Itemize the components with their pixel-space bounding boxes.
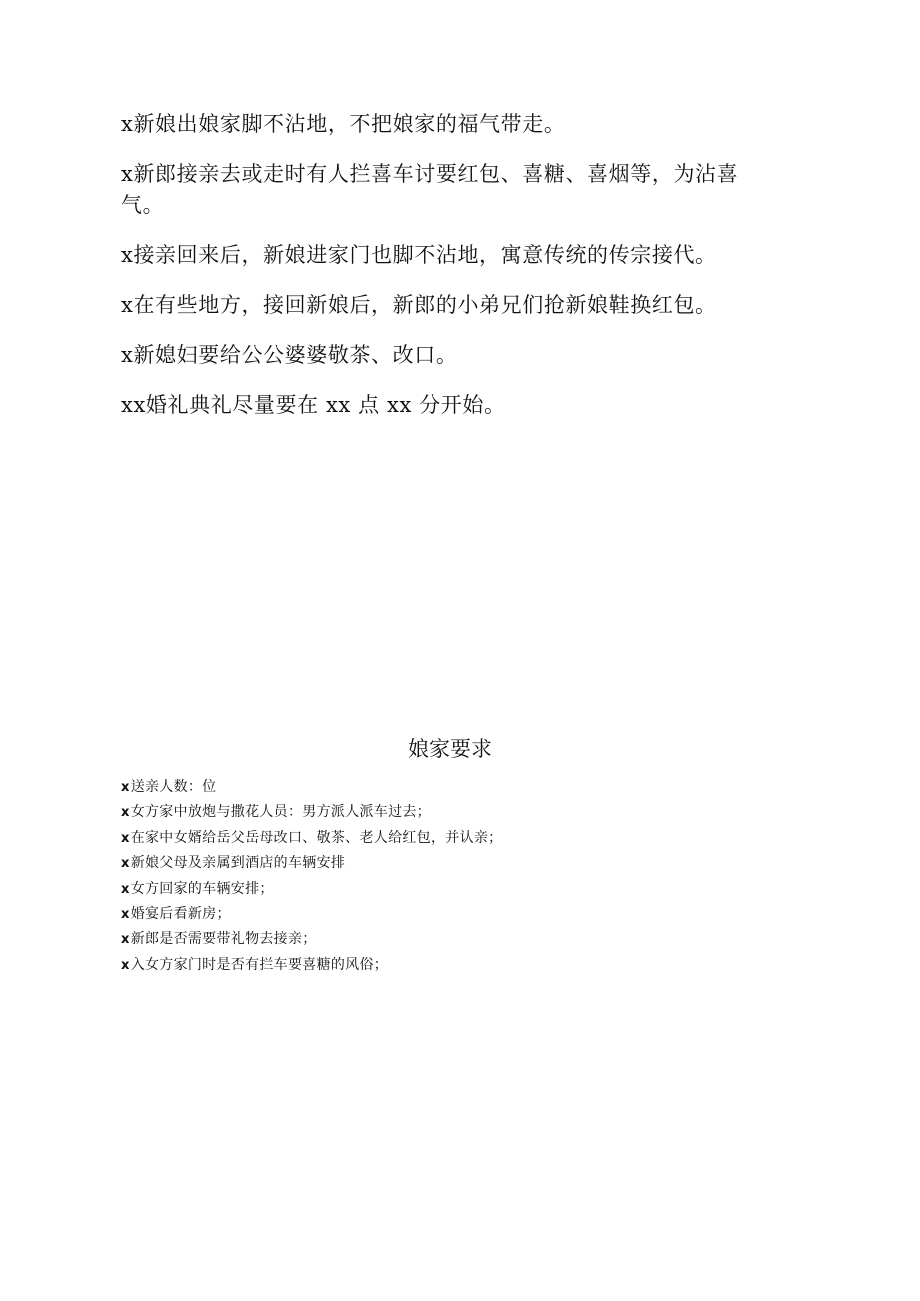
custom-paragraph	[121, 159, 761, 221]
item-text: 婚宴后看新房；	[130, 906, 231, 923]
item-marker: x	[121, 881, 130, 897]
list-item	[121, 927, 503, 952]
list-item	[121, 953, 503, 978]
item-text: 新郎是否需要带礼物去接亲；	[130, 931, 317, 948]
wedding-customs-section	[121, 109, 761, 440]
custom-paragraph	[121, 390, 761, 421]
item-text: 送亲人数：位	[130, 779, 217, 795]
custom-marker: x	[121, 162, 134, 186]
requirements-list	[121, 775, 503, 978]
custom-text: 婚礼典礼尽量要在 xx 点 xx 分开始。	[145, 393, 506, 417]
item-marker: x	[121, 932, 130, 948]
custom-paragraph	[121, 290, 761, 321]
item-marker: x	[121, 856, 130, 872]
list-item	[121, 851, 503, 876]
custom-text: 新媳妇要给公公婆婆敬茶、改口。	[133, 343, 458, 367]
list-item	[121, 902, 503, 927]
custom-text: 在有些地方，接回新娘后，新郎的小弟兄们抢新娘鞋换红包。	[133, 293, 717, 317]
item-text: 入女方家门时是否有拦车要喜糖的风俗；	[130, 956, 389, 973]
item-marker: x	[121, 957, 130, 973]
custom-marker: x	[121, 343, 134, 367]
custom-marker: x	[121, 112, 134, 136]
item-text: 女方回家的车辆安排；	[130, 880, 274, 897]
custom-text: 新娘出娘家脚不沾地，不把娘家的福气带走。	[133, 112, 566, 136]
list-item	[121, 877, 503, 902]
item-marker: x	[121, 830, 130, 846]
item-text: 新娘父母及亲属到酒店的车辆安排	[130, 855, 346, 872]
custom-paragraph	[121, 109, 761, 140]
list-item	[121, 775, 503, 800]
item-text: 在家中女婿给岳父岳母改口、敬茶、老人给红包，并认亲；	[130, 829, 503, 846]
item-marker: x	[121, 780, 130, 795]
custom-marker: x	[121, 243, 134, 267]
custom-paragraph	[121, 340, 761, 371]
custom-text: 新郎接亲去或走时有人拦喜车讨要红包、喜糖、喜烟等，为沾喜气。	[121, 162, 739, 217]
item-text: 女方家中放炮与撒花人员：男方派人派车过去；	[130, 804, 431, 821]
item-marker: x	[121, 907, 130, 923]
list-item	[121, 800, 503, 825]
custom-text: 接亲回来后，新娘进家门也脚不沾地，寓意传统的传宗接代。	[133, 243, 717, 267]
custom-marker: x	[121, 293, 134, 317]
item-marker: x	[121, 805, 130, 821]
list-item	[121, 826, 503, 851]
custom-paragraph	[121, 240, 761, 271]
custom-marker: xx	[121, 393, 146, 417]
section-heading: 娘家要求	[408, 737, 492, 761]
